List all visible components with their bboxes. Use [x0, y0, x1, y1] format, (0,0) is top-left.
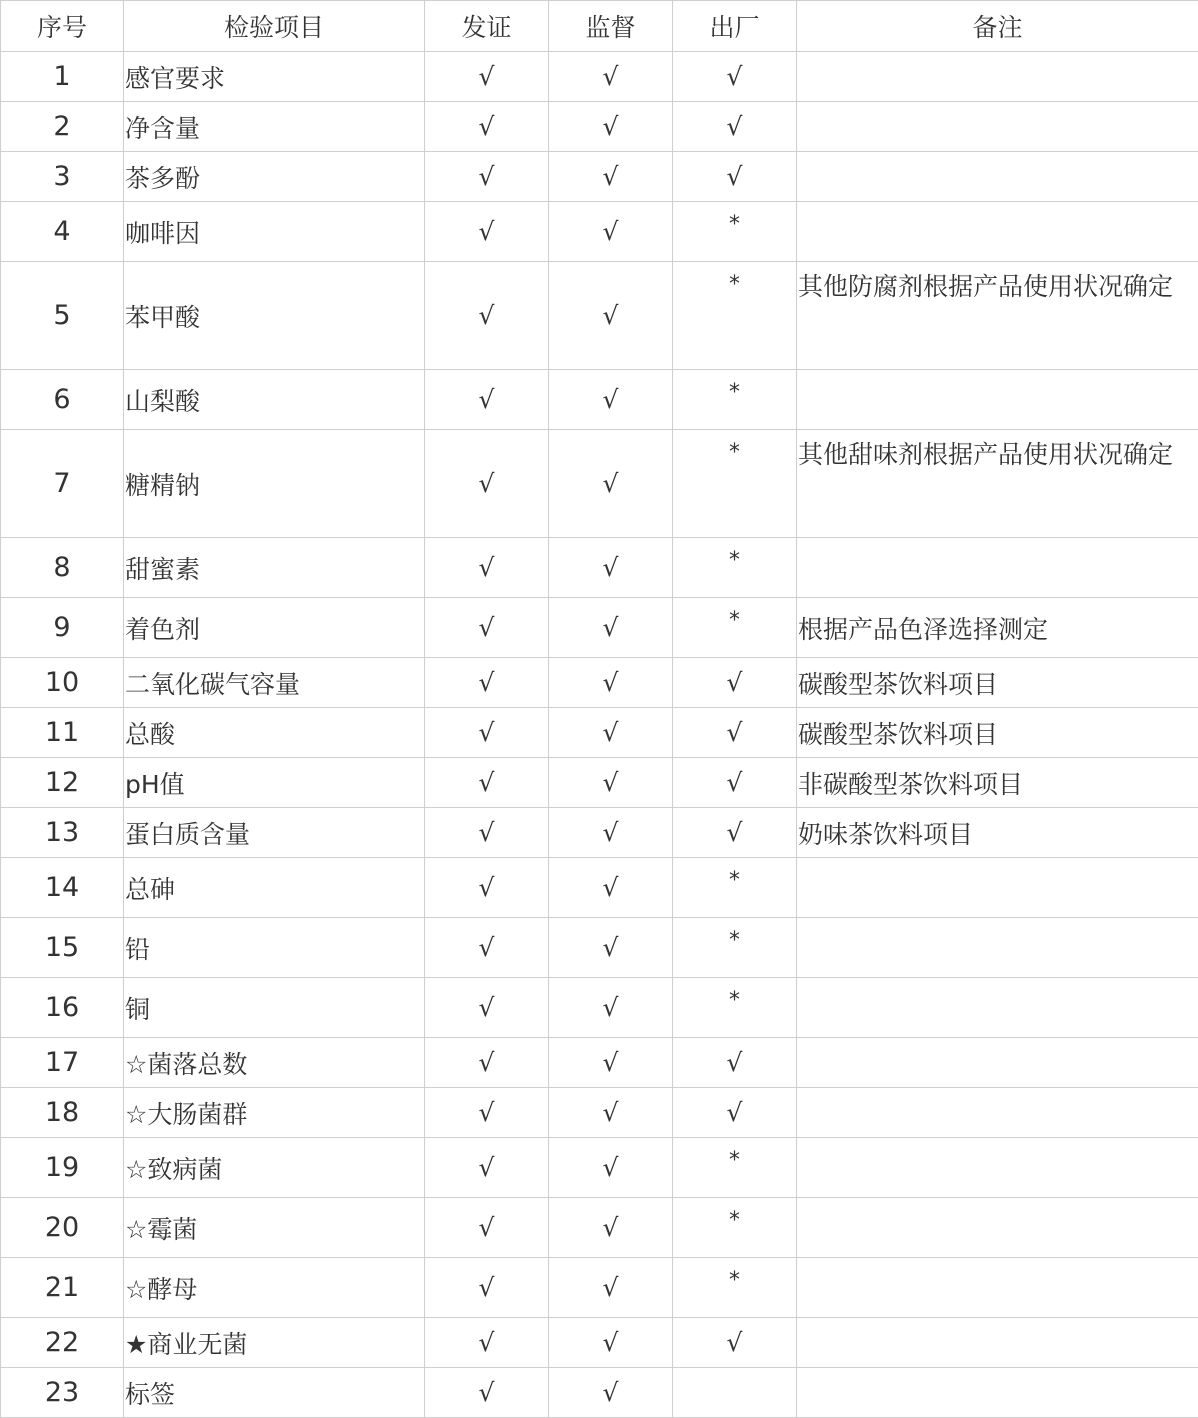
table-row	[1, 1368, 1198, 1418]
row-inspection-item: 总砷	[124, 858, 425, 918]
table-row	[1, 1138, 1198, 1198]
row-serial-no: 6	[1, 370, 124, 430]
row-supervision-mark: √	[549, 52, 673, 102]
row-remark	[797, 1368, 1198, 1418]
row-supervision-mark: √	[549, 1088, 673, 1138]
row-certification-mark: √	[425, 858, 549, 918]
row-factory-mark: *	[673, 1258, 797, 1318]
table-row	[1, 858, 1198, 918]
row-remark	[797, 1258, 1198, 1318]
row-inspection-item: 苯甲酸	[124, 262, 425, 370]
row-serial-no: 1	[1, 52, 124, 102]
row-inspection-item: 净含量	[124, 102, 425, 152]
row-inspection-item: 铜	[124, 978, 425, 1038]
row-inspection-item: 标签	[124, 1368, 425, 1418]
row-certification-mark: √	[425, 1198, 549, 1258]
row-inspection-item: ☆菌落总数	[124, 1038, 425, 1088]
header-factory: 出厂	[673, 1, 797, 52]
row-certification-mark: √	[425, 1318, 549, 1368]
table-row	[1, 978, 1198, 1038]
row-certification-mark: √	[425, 430, 549, 538]
row-certification-mark: √	[425, 1368, 549, 1418]
row-inspection-item: 总酸	[124, 708, 425, 758]
row-supervision-mark: √	[549, 1138, 673, 1198]
row-inspection-item: 铅	[124, 918, 425, 978]
row-remark	[797, 202, 1198, 262]
row-inspection-item: 甜蜜素	[124, 538, 425, 598]
table-row	[1, 1198, 1198, 1258]
table-body	[1, 52, 1198, 1418]
row-certification-mark: √	[425, 708, 549, 758]
row-factory-mark: *	[673, 858, 797, 918]
row-certification-mark: √	[425, 52, 549, 102]
row-remark	[797, 858, 1198, 918]
row-serial-no: 12	[1, 758, 124, 808]
table-row	[1, 1318, 1198, 1368]
table-row	[1, 1038, 1198, 1088]
row-serial-no: 14	[1, 858, 124, 918]
row-remark	[797, 978, 1198, 1038]
row-serial-no: 21	[1, 1258, 124, 1318]
row-supervision-mark: √	[549, 978, 673, 1038]
row-serial-no: 19	[1, 1138, 124, 1198]
row-supervision-mark: √	[549, 152, 673, 202]
row-certification-mark: √	[425, 102, 549, 152]
row-certification-mark: √	[425, 538, 549, 598]
table-header-row	[1, 1, 1198, 52]
row-certification-mark: √	[425, 370, 549, 430]
row-remark	[797, 1138, 1198, 1198]
row-remark: 碳酸型茶饮料项目	[797, 708, 1198, 758]
row-factory-mark: *	[673, 1198, 797, 1258]
row-inspection-item: ★商业无菌	[124, 1318, 425, 1368]
row-serial-no: 15	[1, 918, 124, 978]
row-factory-mark	[673, 1368, 797, 1418]
row-certification-mark: √	[425, 1258, 549, 1318]
table-row	[1, 658, 1198, 708]
row-supervision-mark: √	[549, 1198, 673, 1258]
header-serial-no: 序号	[1, 1, 124, 52]
table-row	[1, 52, 1198, 102]
row-supervision-mark: √	[549, 598, 673, 658]
table-row	[1, 370, 1198, 430]
row-inspection-item: ☆酵母	[124, 1258, 425, 1318]
table-row	[1, 808, 1198, 858]
row-inspection-item: 咖啡因	[124, 202, 425, 262]
table-row	[1, 918, 1198, 978]
row-inspection-item: 山梨酸	[124, 370, 425, 430]
row-serial-no: 4	[1, 202, 124, 262]
table-row	[1, 202, 1198, 262]
row-factory-mark: √	[673, 152, 797, 202]
row-supervision-mark: √	[549, 858, 673, 918]
row-serial-no: 5	[1, 262, 124, 370]
table-row	[1, 1088, 1198, 1138]
row-serial-no: 18	[1, 1088, 124, 1138]
row-factory-mark: *	[673, 262, 797, 370]
row-supervision-mark: √	[549, 1368, 673, 1418]
row-supervision-mark: √	[549, 1258, 673, 1318]
row-inspection-item: ☆霉菌	[124, 1198, 425, 1258]
row-certification-mark: √	[425, 152, 549, 202]
row-factory-mark: √	[673, 758, 797, 808]
row-serial-no: 13	[1, 808, 124, 858]
row-supervision-mark: √	[549, 102, 673, 152]
row-certification-mark: √	[425, 1088, 549, 1138]
row-certification-mark: √	[425, 202, 549, 262]
row-remark: 非碳酸型茶饮料项目	[797, 758, 1198, 808]
row-remark	[797, 52, 1198, 102]
row-certification-mark: √	[425, 1038, 549, 1088]
row-factory-mark: *	[673, 978, 797, 1038]
row-remark	[797, 1198, 1198, 1258]
row-factory-mark: *	[673, 370, 797, 430]
row-serial-no: 8	[1, 538, 124, 598]
table-row	[1, 430, 1198, 538]
row-serial-no: 3	[1, 152, 124, 202]
row-factory-mark: *	[673, 538, 797, 598]
row-factory-mark: √	[673, 52, 797, 102]
row-inspection-item: pH值	[124, 758, 425, 808]
row-inspection-item: ☆大肠菌群	[124, 1088, 425, 1138]
row-serial-no: 16	[1, 978, 124, 1038]
row-remark	[797, 538, 1198, 598]
table-row	[1, 102, 1198, 152]
row-factory-mark: *	[673, 918, 797, 978]
row-supervision-mark: √	[549, 262, 673, 370]
row-factory-mark: √	[673, 658, 797, 708]
row-certification-mark: √	[425, 1138, 549, 1198]
table-row	[1, 758, 1198, 808]
row-supervision-mark: √	[549, 430, 673, 538]
row-factory-mark: √	[673, 1038, 797, 1088]
row-remark	[797, 918, 1198, 978]
row-remark	[797, 1038, 1198, 1088]
row-certification-mark: √	[425, 262, 549, 370]
row-remark: 奶味茶饮料项目	[797, 808, 1198, 858]
row-remark: 其他防腐剂根据产品使用状况确定	[797, 262, 1198, 370]
row-remark: 根据产品色泽选择测定	[797, 598, 1198, 658]
row-factory-mark: √	[673, 808, 797, 858]
row-inspection-item: 糖精钠	[124, 430, 425, 538]
row-factory-mark: *	[673, 202, 797, 262]
row-supervision-mark: √	[549, 758, 673, 808]
row-certification-mark: √	[425, 598, 549, 658]
table-row	[1, 152, 1198, 202]
header-inspection-item: 检验项目	[124, 1, 425, 52]
table-row	[1, 708, 1198, 758]
row-supervision-mark: √	[549, 370, 673, 430]
row-inspection-item: 着色剂	[124, 598, 425, 658]
row-certification-mark: √	[425, 758, 549, 808]
row-supervision-mark: √	[549, 708, 673, 758]
row-factory-mark: √	[673, 1318, 797, 1368]
header-supervision: 监督	[549, 1, 673, 52]
table-row	[1, 1258, 1198, 1318]
row-inspection-item: 茶多酚	[124, 152, 425, 202]
row-certification-mark: √	[425, 918, 549, 978]
row-certification-mark: √	[425, 808, 549, 858]
row-serial-no: 7	[1, 430, 124, 538]
header-certification: 发证	[425, 1, 549, 52]
row-factory-mark: √	[673, 1088, 797, 1138]
row-serial-no: 17	[1, 1038, 124, 1088]
row-certification-mark: √	[425, 658, 549, 708]
row-inspection-item: 蛋白质含量	[124, 808, 425, 858]
row-factory-mark: *	[673, 598, 797, 658]
table-row	[1, 598, 1198, 658]
row-supervision-mark: √	[549, 918, 673, 978]
row-serial-no: 22	[1, 1318, 124, 1368]
row-remark	[797, 370, 1198, 430]
row-supervision-mark: √	[549, 658, 673, 708]
row-supervision-mark: √	[549, 202, 673, 262]
row-serial-no: 11	[1, 708, 124, 758]
row-factory-mark: *	[673, 430, 797, 538]
row-inspection-item: ☆致病菌	[124, 1138, 425, 1198]
row-inspection-item: 感官要求	[124, 52, 425, 102]
table-row	[1, 262, 1198, 370]
row-factory-mark: *	[673, 1138, 797, 1198]
row-serial-no: 2	[1, 102, 124, 152]
row-certification-mark: √	[425, 978, 549, 1038]
row-remark	[797, 1318, 1198, 1368]
table-row	[1, 538, 1198, 598]
row-serial-no: 9	[1, 598, 124, 658]
row-factory-mark: √	[673, 102, 797, 152]
row-remark	[797, 102, 1198, 152]
row-remark	[797, 152, 1198, 202]
row-serial-no: 10	[1, 658, 124, 708]
row-factory-mark: √	[673, 708, 797, 758]
row-supervision-mark: √	[549, 538, 673, 598]
row-inspection-item: 二氧化碳气容量	[124, 658, 425, 708]
row-serial-no: 20	[1, 1198, 124, 1258]
row-supervision-mark: √	[549, 1038, 673, 1088]
row-supervision-mark: √	[549, 808, 673, 858]
row-remark: 其他甜味剂根据产品使用状况确定	[797, 430, 1198, 538]
row-remark	[797, 1088, 1198, 1138]
header-remarks: 备注	[797, 1, 1198, 52]
row-serial-no: 23	[1, 1368, 124, 1418]
row-remark: 碳酸型茶饮料项目	[797, 658, 1198, 708]
row-supervision-mark: √	[549, 1318, 673, 1368]
